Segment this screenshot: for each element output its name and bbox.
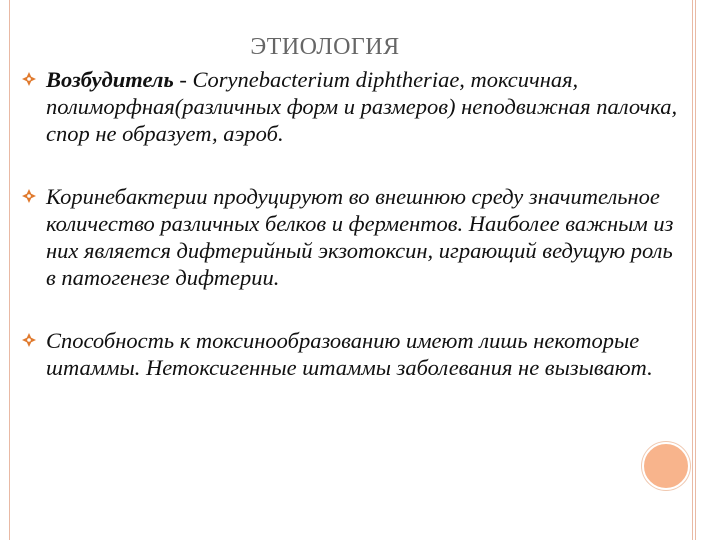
slide-title-text: ЭТИОЛОГИЯ [250, 34, 400, 60]
bullet-text: - Corynebacterium diphtheriae, токсичная, полиморфная(различных форм и размеров) неподвижная палочка, спор не образует, аэроб. [46, 67, 678, 146]
bullet-text: Коринебактерии продуцируют во внешнюю среду значительное количество различных белков и ферментов. Наиболее важным из них является дифтерийный экзотоксин, играющий ведущую роль в патогенезе дифтерии. [46, 184, 674, 290]
bullet-bold-lead: Возбудитель [46, 67, 174, 92]
bullet-item [22, 327, 682, 381]
bullet-list [22, 66, 682, 381]
bullet-item [22, 183, 682, 291]
slide-frame-left-line [9, 0, 10, 540]
quad-arrow-bullet-icon [22, 333, 36, 347]
bullet-text: Способность к токсинообразованию имеют лишь некоторые штаммы. Нетоксигенные штаммы заболевания не вызывают. [46, 328, 653, 380]
slide-title [0, 34, 650, 61]
quad-arrow-bullet-icon [22, 72, 36, 86]
quad-arrow-bullet-icon [22, 189, 36, 203]
slide-frame-right-line [692, 0, 696, 540]
bullet-item [22, 66, 682, 147]
decorative-circle [642, 442, 690, 490]
